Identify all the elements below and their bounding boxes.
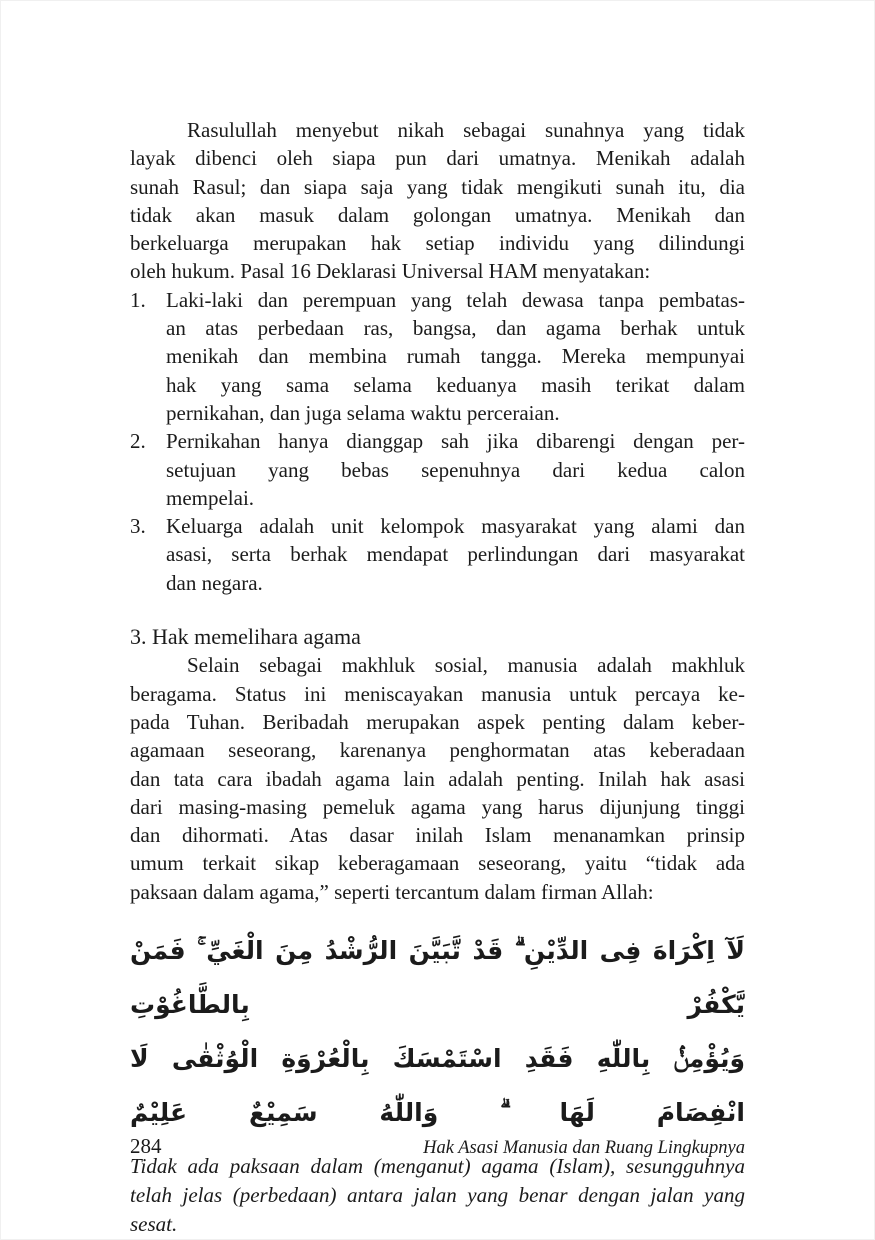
page-number: 284: [130, 1134, 162, 1158]
list-item-number: 3.: [130, 514, 146, 539]
quran-verse-translation: Tidak ada paksaan dalam (menganut) agama (Islam), sesungguhnya telah jelas (perbedaan) antara jalan yang benar dengan jalan yang sesat.: [130, 1154, 745, 1237]
quran-verse-arabic: لَآ اِكْرَاهَ فِى الدِّيْنِ ۗ قَدْ تَّبَيَّنَ الرُّشْدُ مِنَ الْغَيِّ ۚ فَمَنْ يَّكْفُرْ بِالطَّاغُوْتِ وَيُؤْمِنْۢ بِاللّٰهِ فَقَدِ اسْتَمْسَكَ بِالْعُرْوَةِ الْوُثْقٰى لَا انْفِصَامَ لَهَا ۗ وَاللّٰهُ سَمِيْعٌ عَلِيْمٌ: [130, 936, 745, 1128]
list-item: [130, 286, 745, 427]
paragraph-nikah-sunah: Rasulullah menyebut nikah sebagai sunahnya yang tidak layak dibenci oleh siapa pun dari umatnya. Menikah adalah sunah Rasul; dan siapa saja yang tidak mengikuti sunah itu, dia tidak akan masuk dalam golongan umatnya. Menikah dan berkeluarga merupakan hak setiap individu yang dilindungi oleh hukum. Pasal 16 Deklarasi Universal HAM menyatakan:: [130, 118, 745, 284]
list-item: [130, 427, 745, 512]
list-item-text: Pernikahan hanya dianggap sah jika dibarengi dengan per- setujuan yang bebas sepenuhnya dari kedua calon mempelai.: [166, 429, 745, 510]
page-footer: [130, 1134, 745, 1159]
section-heading: 3. Hak memelihara agama: [130, 624, 361, 650]
running-title: Hak Asasi Manusia dan Ruang Lingkupnya: [423, 1138, 745, 1158]
list-item-number: 2.: [130, 429, 146, 454]
list-item-text: Laki-laki dan perempuan yang telah dewasa tanpa pembatas- an atas perbedaan ras, bangsa, dan agama berhak untuk menikah dan membina rumah tangga. Mereka mempunyai hak yang sama selama keduanya masih terikat dalam pernikahan, dan juga selama waktu perceraian.: [166, 287, 745, 425]
declaration-list: [130, 286, 745, 597]
list-item: [130, 512, 745, 597]
list-item-number: 1.: [130, 287, 146, 312]
list-item-text: Keluarga adalah unit kelompok masyarakat yang alami dan asasi, serta berhak mendapat perlindungan dari masyarakat dan negara.: [166, 514, 745, 595]
paragraph-hak-memelihara-agama: Selain sebagai makhluk sosial, manusia adalah makhluk beragama. Status ini meniscayakan manusia untuk percaya ke- pada Tuhan. Beribadah merupakan aspek penting dalam keber- agamaan seseorang, karenanya penghormatan atas keberadaan dan tata cara ibadah agama lain adalah penting. Inilah hak asasi dari masing-masing pemeluk agama yang harus dijunjung tinggi dan dihormati. Atas dasar inilah Islam menanamkan prinsip umum terkait sikap keberagamaan seseorang, yaitu “tidak ada paksaan dalam agama,” seperti tercantum dalam firman Allah:: [130, 653, 745, 904]
